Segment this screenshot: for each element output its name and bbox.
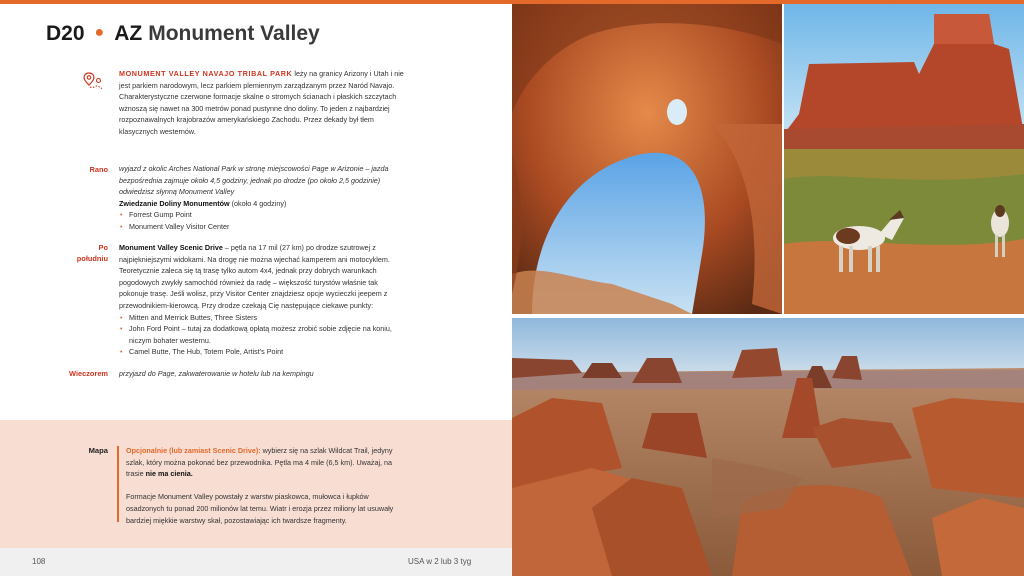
afternoon-list	[119, 312, 409, 358]
map-note-text	[126, 445, 406, 526]
evening-text: przyjazd do Page, zakwaterowanie w hotelu lub na kempingu	[119, 369, 314, 378]
list-item: • Monument Valley Visitor Center	[119, 221, 409, 233]
morning-subtitle: Zwiedzanie Doliny Monumentów	[119, 198, 230, 208]
intro-paragraph	[119, 68, 404, 138]
scenic-drive-title: Monument Valley Scenic Drive	[119, 243, 223, 252]
section-morning	[119, 163, 409, 233]
page-footer	[0, 548, 512, 576]
section-afternoon	[119, 242, 409, 358]
paragraph-spacer	[126, 480, 406, 492]
intro-text: leży na granicy Arizony i Utah i nie jest parkiem narodowym, lecz parkiem plemiennym zarządzanym przez Naród Navajo. Charakterystyczne czerwone formacje skalne o stromych ścianach i płaskich szczytach wznoszą się nawet na 300 metrów ponad pustynne dno doliny. To jeden z najbardziej rozpoznawalnych krajobrazów amerykańskiego Zachodu. Przez dekady był tłem klasycznych westernów.	[119, 69, 404, 136]
afternoon-label-line1: Po	[98, 243, 108, 252]
list-item: • John Ford Point – tutaj za dodatkową opłatą możesz zrobić sobie zdjęcie na koniu, niczym bohater westernu.	[119, 323, 409, 346]
region-code: AZ	[114, 22, 143, 45]
arch-photo	[512, 4, 782, 314]
page-number: 108	[32, 557, 46, 566]
afternoon-label-line2: południu	[76, 254, 108, 263]
valley-panorama-photo	[512, 318, 1024, 576]
left-page	[0, 4, 512, 576]
book-title: USA w 2 lub 3 tyg	[408, 557, 472, 566]
section-label-evening: Wieczorem	[69, 369, 108, 378]
day-code: D20	[46, 22, 85, 45]
section-label-afternoon	[38, 242, 108, 264]
place-name: Monument Valley	[148, 22, 320, 45]
morning-list	[119, 209, 409, 232]
intro-lead: MONUMENT VALLEY NAVAJO TRIBAL PARK	[119, 69, 293, 78]
map-option-title: Opcjonalnie (lub zamiast Scenic Drive):	[126, 446, 261, 455]
list-item: • Camel Butte, The Hub, Totem Pole, Artist's Point	[119, 346, 409, 358]
afternoon-text: – pętla na 17 mil (27 km) po drodze szutrowej z najpiękniejszymi widokami. Na drogę nie można wjechać kamperem ani motocyklem. Teoretycznie zaleca się tą trasę tylko autom 4x4, jednak przy dobrych warunkach pogodowych zwykły samochód również da radę – większość turystów właśnie tak pokonuje trasę. Jeśli wolisz, przy Visitor Center znajdziesz opcje wycieczki jeepem z przewodnikiem-kierowcą. Przy drodze czekają Cię następujące ciekawe punkty:	[119, 243, 390, 310]
horses-photo	[784, 4, 1024, 314]
morning-subtitle-note: (około 4 godziny)	[231, 198, 287, 208]
map-note-divider	[117, 446, 119, 522]
morning-subtitle-row	[119, 198, 409, 210]
title-separator-dot: ●	[94, 24, 105, 41]
map-label: Mapa	[88, 446, 108, 455]
map-option-paragraph	[126, 445, 406, 480]
page-title	[46, 22, 320, 46]
map-option-text: wybierz się na szlak Wildcat Trail, jedyny szlak, który można pokonać bez przewodnika. Pętla ma 4 mile (6,5 km). Uważaj, na trasie	[126, 446, 393, 479]
location-route-icon	[82, 70, 104, 92]
list-item: • Forrest Gump Point	[119, 209, 409, 221]
morning-text: wyjazd z okolic Arches National Park w stronę miejscowości Page w Arizonie – jazda bezpośrednia zajmuje około 4,5 godziny, jednak po drodze (po około 2,5 godzinie) odwiedzisz słynną Monument Valley	[119, 164, 389, 197]
map-option-bold: nie ma cienia.	[145, 469, 193, 479]
afternoon-paragraph	[119, 242, 409, 312]
map-note-box	[0, 420, 512, 548]
geology-paragraph: Formacje Monument Valley powstały z warstw piaskowca, mułowca i łupków osadzonych tu ponad 200 milionów lat temu. Wiatr i erozja przez miliony lat usuwały bardziej miękkie warstwy skał, pozostawiając ich twardsze fragmenty.	[126, 492, 394, 525]
section-label-morning: Rano	[89, 165, 108, 174]
list-item: • Mitten and Merrick Buttes, Three Sisters	[119, 312, 409, 324]
